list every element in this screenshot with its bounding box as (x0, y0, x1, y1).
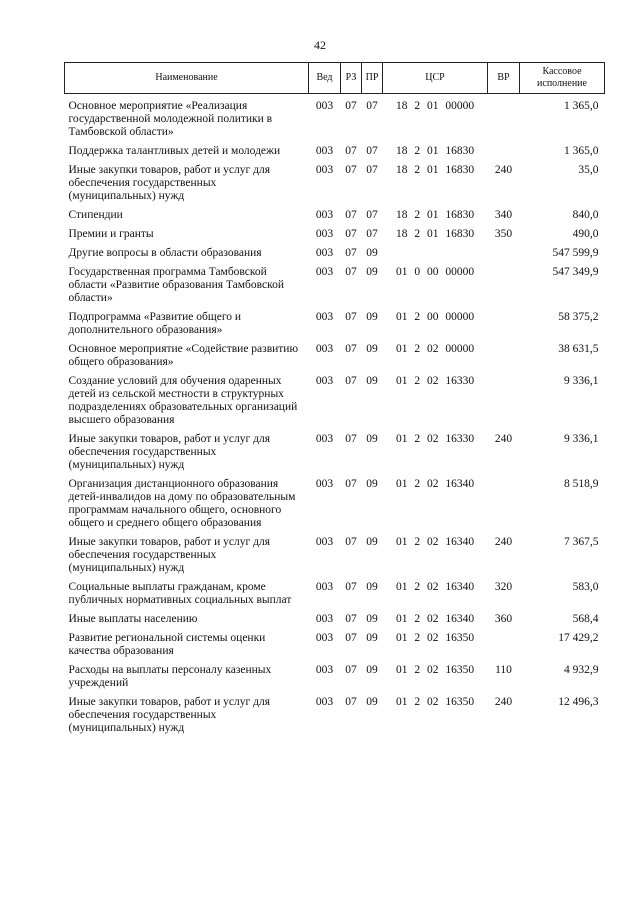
cell-pr: 09 (366, 632, 378, 644)
cell-vr (488, 478, 520, 536)
cell-csr: 18 2 01 00000 (395, 100, 475, 112)
cell-name: Иные закупки товаров, работ и услуг для обеспечения государственных (муниципальных) нужд (68, 164, 270, 202)
cell-ved: 003 (315, 209, 334, 221)
cell-csr: 01 2 02 16350 (395, 632, 475, 644)
cell-sum: 38 631,5 (558, 343, 599, 355)
table-row (65, 613, 605, 632)
budget-table (64, 62, 605, 741)
cell-ved: 003 (315, 478, 334, 490)
cell-vr: 340 (494, 209, 513, 221)
cell-sum: 4 932,9 (564, 664, 599, 676)
header-sum: Кассовое исполнение (520, 63, 605, 94)
cell-csr: 18 2 01 16830 (395, 145, 475, 157)
table-row (65, 145, 605, 164)
cell-csr: 01 2 02 00000 (395, 343, 475, 355)
cell-rz: 07 (345, 696, 357, 708)
table-row (65, 478, 605, 536)
table-row (65, 311, 605, 343)
cell-ved: 003 (315, 613, 334, 625)
cell-sum: 490,0 (572, 228, 599, 240)
table-row (65, 228, 605, 247)
table-row (65, 536, 605, 581)
cell-csr: 01 2 00 00000 (395, 311, 475, 323)
cell-sum: 1 365,0 (564, 100, 599, 112)
cell-pr: 09 (366, 536, 378, 548)
cell-name: Иные закупки товаров, работ и услуг для обеспечения государственных (муниципальных) нужд (68, 536, 270, 574)
cell-ved: 003 (315, 433, 334, 445)
cell-name: Основное мероприятие «Реализация государственной молодежной политики в Тамбовской области» (68, 100, 273, 138)
cell-name: Стипендии (68, 209, 123, 221)
cell-pr: 09 (366, 696, 378, 708)
cell-pr: 09 (366, 664, 378, 676)
cell-name: Иные закупки товаров, работ и услуг для обеспечения государственных (муниципальных) нужд (68, 696, 270, 734)
cell-vr: 350 (494, 228, 513, 240)
cell-csr: 18 2 01 16830 (395, 209, 475, 221)
table-row (65, 209, 605, 228)
cell-ved: 003 (315, 343, 334, 355)
cell-name: Иные закупки товаров, работ и услуг для обеспечения государственных (муниципальных) нужд (68, 433, 270, 471)
cell-ved: 003 (315, 228, 334, 240)
cell-csr: 01 2 02 16340 (395, 581, 475, 593)
table-row (65, 696, 605, 741)
table-row (65, 266, 605, 311)
cell-ved: 003 (315, 664, 334, 676)
cell-csr: 01 2 02 16350 (395, 696, 475, 708)
cell-name: Расходы на выплаты персоналу казенных учреждений (68, 664, 272, 689)
cell-name: Иные выплаты населению (68, 613, 198, 625)
cell-rz: 07 (345, 433, 357, 445)
cell-pr: 07 (366, 228, 378, 240)
cell-ved: 003 (315, 164, 334, 176)
cell-sum: 9 336,1 (564, 375, 599, 387)
cell-pr: 09 (366, 433, 378, 445)
cell-sum: 1 365,0 (564, 145, 599, 157)
cell-pr: 07 (366, 209, 378, 221)
cell-sum: 568,4 (572, 613, 599, 625)
cell-vr: 320 (494, 581, 513, 593)
cell-name: Социальные выплаты гражданам, кроме публичных нормативных социальных выплат (68, 581, 292, 606)
table-row (65, 343, 605, 375)
cell-ved: 003 (315, 581, 334, 593)
cell-vr (488, 266, 520, 311)
cell-name: Поддержка талантливых детей и молодежи (68, 145, 281, 157)
cell-csr: 01 2 02 16340 (395, 478, 475, 490)
cell-pr: 09 (366, 375, 378, 387)
header-pr: ПР (362, 63, 383, 94)
cell-name: Подпрограмма «Развитие общего и дополнительного образования» (68, 311, 242, 336)
cell-ved: 003 (315, 375, 334, 387)
cell-sum: 58 375,2 (558, 311, 599, 323)
cell-pr: 09 (366, 478, 378, 490)
cell-name: Премии и гранты (68, 228, 154, 240)
cell-csr: 01 2 02 16330 (395, 375, 475, 387)
cell-rz: 07 (345, 228, 357, 240)
table-header-row (65, 63, 605, 94)
cell-csr: 01 2 02 16340 (395, 536, 475, 548)
cell-pr: 07 (366, 145, 378, 157)
cell-sum: 17 429,2 (558, 632, 599, 644)
cell-csr: 01 0 00 00000 (395, 266, 475, 278)
cell-name: Создание условий для обучения одаренных детей из сельской местности в структурных подразделениях образовательных организаций высшего образования (68, 375, 298, 426)
table-row (65, 375, 605, 433)
table-row (65, 164, 605, 209)
table-row (65, 433, 605, 478)
cell-rz: 07 (345, 613, 357, 625)
cell-ved: 003 (315, 696, 334, 708)
cell-rz: 07 (345, 100, 357, 112)
header-ved: Вед (309, 63, 341, 94)
cell-csr: 01 2 02 16340 (395, 613, 475, 625)
cell-rz: 07 (345, 145, 357, 157)
cell-rz: 07 (345, 478, 357, 490)
cell-ved: 003 (315, 100, 334, 112)
cell-ved: 003 (315, 247, 334, 259)
cell-sum: 9 336,1 (564, 433, 599, 445)
cell-sum: 547 349,9 (552, 266, 599, 278)
cell-vr (488, 375, 520, 433)
table-row (65, 664, 605, 696)
cell-ved: 003 (315, 311, 334, 323)
cell-name: Развитие региональной системы оценки качества образования (68, 632, 266, 657)
cell-vr: 360 (494, 613, 513, 625)
cell-ved: 003 (315, 145, 334, 157)
cell-rz: 07 (345, 375, 357, 387)
cell-pr: 09 (366, 311, 378, 323)
table-row (65, 581, 605, 613)
cell-csr: 01 2 02 16330 (395, 433, 475, 445)
cell-pr: 07 (366, 164, 378, 176)
cell-rz: 07 (345, 632, 357, 644)
cell-name: Государственная программа Тамбовской области «Развитие образования Тамбовской области» (68, 266, 284, 304)
cell-sum: 7 367,5 (564, 536, 599, 548)
cell-name: Организация дистанционного образования детей-инвалидов на дому по образовательным программам начального общего, основного общего и среднего общего образования (68, 478, 296, 529)
cell-vr (488, 145, 520, 164)
cell-vr (488, 311, 520, 343)
cell-vr: 240 (494, 433, 513, 445)
cell-pr: 09 (366, 613, 378, 625)
cell-csr: 01 2 02 16350 (395, 664, 475, 676)
cell-vr: 240 (494, 164, 513, 176)
cell-sum: 840,0 (572, 209, 599, 221)
cell-vr: 240 (494, 696, 513, 708)
cell-sum: 8 518,9 (564, 478, 599, 490)
table-row (65, 247, 605, 266)
cell-vr: 110 (495, 664, 512, 676)
table-body (65, 94, 605, 742)
cell-vr (488, 343, 520, 375)
cell-csr: 18 2 01 16830 (395, 228, 475, 240)
cell-name: Основное мероприятие «Содействие развитию общего образования» (68, 343, 299, 368)
cell-rz: 07 (345, 343, 357, 355)
cell-csr: 18 2 01 16830 (395, 164, 475, 176)
cell-sum: 12 496,3 (558, 696, 599, 708)
cell-sum: 547 599,9 (552, 247, 599, 259)
cell-ved: 003 (315, 632, 334, 644)
header-csr: ЦСР (383, 63, 488, 94)
cell-vr (488, 632, 520, 664)
table-row (65, 94, 605, 146)
cell-rz: 07 (345, 664, 357, 676)
cell-rz: 07 (345, 536, 357, 548)
cell-pr: 09 (366, 266, 378, 278)
table-row (65, 632, 605, 664)
cell-rz: 07 (345, 247, 357, 259)
cell-rz: 07 (345, 209, 357, 221)
cell-rz: 07 (345, 581, 357, 593)
page-number: 42 (314, 38, 326, 52)
header-name: Наименование (65, 63, 309, 94)
cell-ved: 003 (315, 266, 334, 278)
cell-pr: 09 (366, 343, 378, 355)
cell-ved: 003 (315, 536, 334, 548)
cell-sum: 583,0 (572, 581, 599, 593)
cell-pr: 09 (366, 247, 378, 259)
cell-rz: 07 (345, 266, 357, 278)
header-rz: РЗ (341, 63, 362, 94)
header-vr: ВР (488, 63, 520, 94)
cell-name: Другие вопросы в области образования (68, 247, 262, 259)
cell-rz: 07 (345, 311, 357, 323)
cell-vr: 240 (494, 536, 513, 548)
cell-pr: 07 (366, 100, 378, 112)
cell-vr (488, 247, 520, 266)
cell-rz: 07 (345, 164, 357, 176)
cell-pr: 09 (366, 581, 378, 593)
cell-csr (383, 247, 488, 266)
cell-vr (488, 94, 520, 146)
cell-sum: 35,0 (578, 164, 599, 176)
